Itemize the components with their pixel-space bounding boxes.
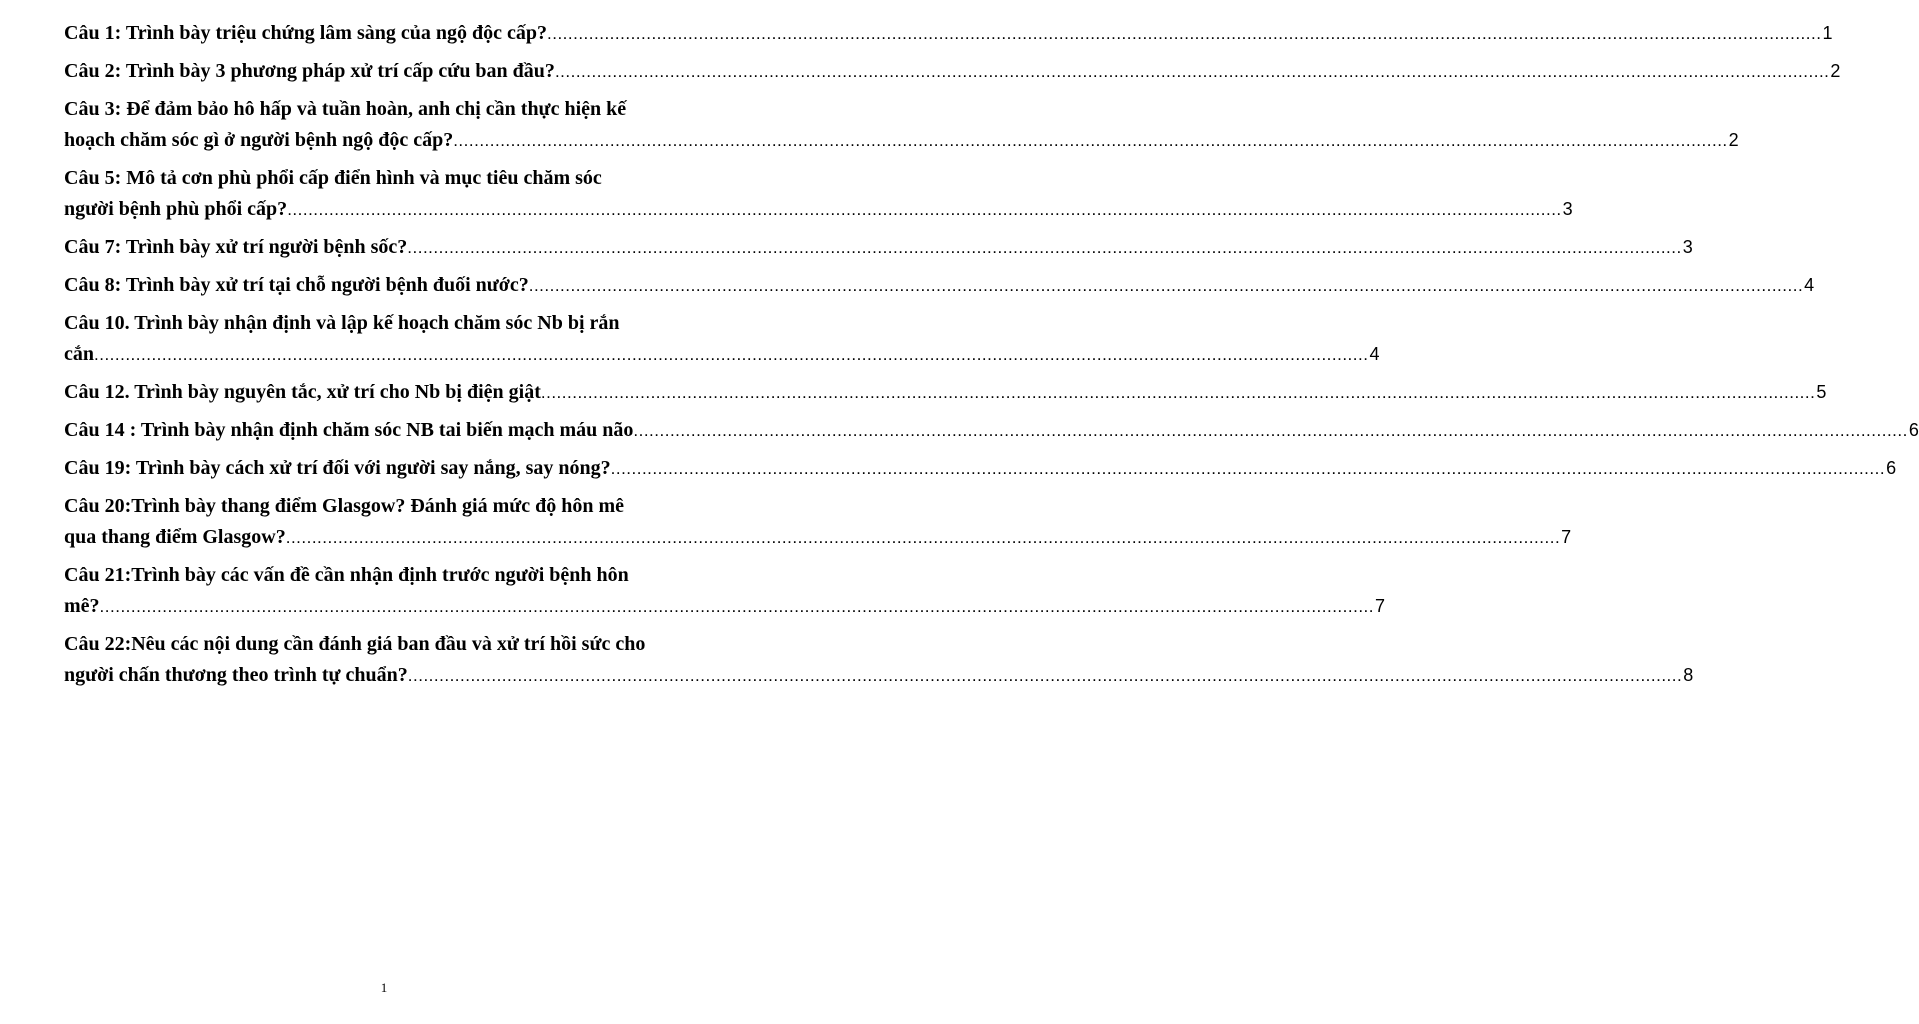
toc-entry-line bbox=[64, 415, 1919, 446]
dot-leader bbox=[100, 591, 1374, 622]
dot-leader bbox=[547, 18, 1821, 49]
toc-page-number: 4 bbox=[1369, 344, 1380, 364]
toc-entry-text: qua thang điểm Glasgow? bbox=[64, 526, 286, 548]
toc-entry[interactable] bbox=[64, 270, 1815, 301]
toc-entry-text: hoạch chăm sóc gì ở người bệnh ngộ độc cấp? bbox=[64, 129, 454, 151]
toc-entry[interactable] bbox=[64, 377, 1827, 408]
dot-leader bbox=[555, 56, 1829, 87]
toc-entry[interactable] bbox=[64, 163, 1573, 225]
toc-entry-line bbox=[64, 18, 1833, 49]
dot-leader bbox=[611, 453, 1885, 484]
toc-entry-text: người bệnh phù phổi cấp? bbox=[64, 198, 288, 220]
toc-entry[interactable] bbox=[64, 415, 1919, 446]
toc-entry-line bbox=[64, 522, 1572, 553]
toc-entry-text: Câu 8: Trình bày xử trí tại chỗ người bệnh đuối nước? bbox=[64, 274, 529, 296]
toc-page-number: 4 bbox=[1804, 275, 1815, 295]
toc-entry-line bbox=[64, 125, 1739, 156]
page-number: 1 bbox=[380, 980, 388, 995]
toc-page-number: 7 bbox=[1375, 596, 1386, 616]
toc-page-number: 2 bbox=[1728, 130, 1739, 150]
toc-entry-line bbox=[64, 453, 1897, 484]
toc-entry-text: Câu 12. Trình bày nguyên tắc, xử trí cho Nb bị điện giật bbox=[64, 381, 541, 403]
toc-entry-text: Câu 5: Mô tả cơn phù phổi cấp điển hình và mục tiêu chăm sóc bbox=[64, 167, 602, 189]
toc-entry[interactable] bbox=[64, 453, 1897, 484]
toc-entry[interactable] bbox=[64, 629, 1694, 691]
toc-entry[interactable] bbox=[64, 18, 1833, 49]
toc-entry-line bbox=[64, 56, 1841, 87]
dot-leader bbox=[286, 522, 1560, 553]
toc-entry[interactable] bbox=[64, 560, 1386, 622]
toc-page-number: 7 bbox=[1561, 527, 1572, 547]
toc-entry-text: Câu 14 : Trình bày nhận định chăm sóc NB tai biến mạch máu não bbox=[64, 419, 634, 441]
toc-entry-text: Câu 21:Trình bày các vấn đề cần nhận định trước người bệnh hôn bbox=[64, 564, 629, 586]
toc-entry-text: Câu 22:Nêu các nội dung cần đánh giá ban đầu và xử trí hồi sức cho bbox=[64, 633, 646, 655]
toc-page-number: 6 bbox=[1908, 420, 1919, 440]
dot-leader bbox=[287, 194, 1561, 225]
toc-page-number: 5 bbox=[1816, 382, 1827, 402]
toc-entry-line bbox=[64, 194, 1573, 225]
toc-entry-line bbox=[64, 339, 1380, 370]
toc-entry-text: người chấn thương theo trình tự chuẩn? bbox=[64, 664, 408, 686]
toc-entry[interactable] bbox=[64, 56, 1841, 87]
dot-leader bbox=[633, 415, 1907, 446]
toc-page-number: 8 bbox=[1683, 665, 1694, 685]
toc-entry-text: Câu 10. Trình bày nhận định và lập kế hoạch chăm sóc Nb bị rắn bbox=[64, 312, 620, 334]
toc-page-number: 3 bbox=[1682, 237, 1693, 257]
toc-page-number: 2 bbox=[1830, 61, 1841, 81]
dot-leader bbox=[94, 339, 1368, 370]
dot-leader bbox=[408, 660, 1682, 691]
toc-entry-line bbox=[64, 591, 1386, 622]
dot-leader bbox=[541, 377, 1815, 408]
dot-leader bbox=[529, 270, 1803, 301]
toc-page-number: 6 bbox=[1886, 458, 1897, 478]
toc-entry[interactable] bbox=[64, 308, 1380, 370]
toc-entry-line bbox=[64, 232, 1693, 263]
toc-entry-line bbox=[64, 660, 1694, 691]
dot-leader bbox=[407, 232, 1681, 263]
toc-page-number: 1 bbox=[1822, 23, 1833, 43]
toc-entry-text: Câu 2: Trình bày 3 phương pháp xử trí cấp cứu ban đầu? bbox=[64, 60, 555, 82]
toc-entry[interactable] bbox=[64, 94, 1739, 156]
toc-entry-text: Câu 7: Trình bày xử trí người bệnh sốc? bbox=[64, 236, 408, 258]
dot-leader bbox=[453, 125, 1727, 156]
toc-entry-text: mê? bbox=[64, 595, 100, 617]
toc-entry-line bbox=[64, 377, 1827, 408]
toc-entry-text: Câu 3: Để đảm bảo hô hấp và tuần hoàn, anh chị cần thực hiện kế bbox=[64, 98, 627, 120]
toc-entry[interactable] bbox=[64, 491, 1572, 553]
toc-entry-text: Câu 1: Trình bày triệu chứng lâm sàng của ngộ độc cấp? bbox=[64, 22, 547, 44]
toc-entry[interactable] bbox=[64, 232, 1693, 263]
toc-entry-text: cắn bbox=[64, 343, 94, 365]
toc-entry-text: Câu 19: Trình bày cách xử trí đối với người say nắng, say nóng? bbox=[64, 457, 611, 479]
toc-entry-text: Câu 20:Trình bày thang điểm Glasgow? Đánh giá mức độ hôn mê bbox=[64, 495, 625, 517]
toc-entry-line bbox=[64, 270, 1815, 301]
toc-page-number: 3 bbox=[1562, 199, 1573, 219]
table-of-contents bbox=[64, 18, 1919, 698]
